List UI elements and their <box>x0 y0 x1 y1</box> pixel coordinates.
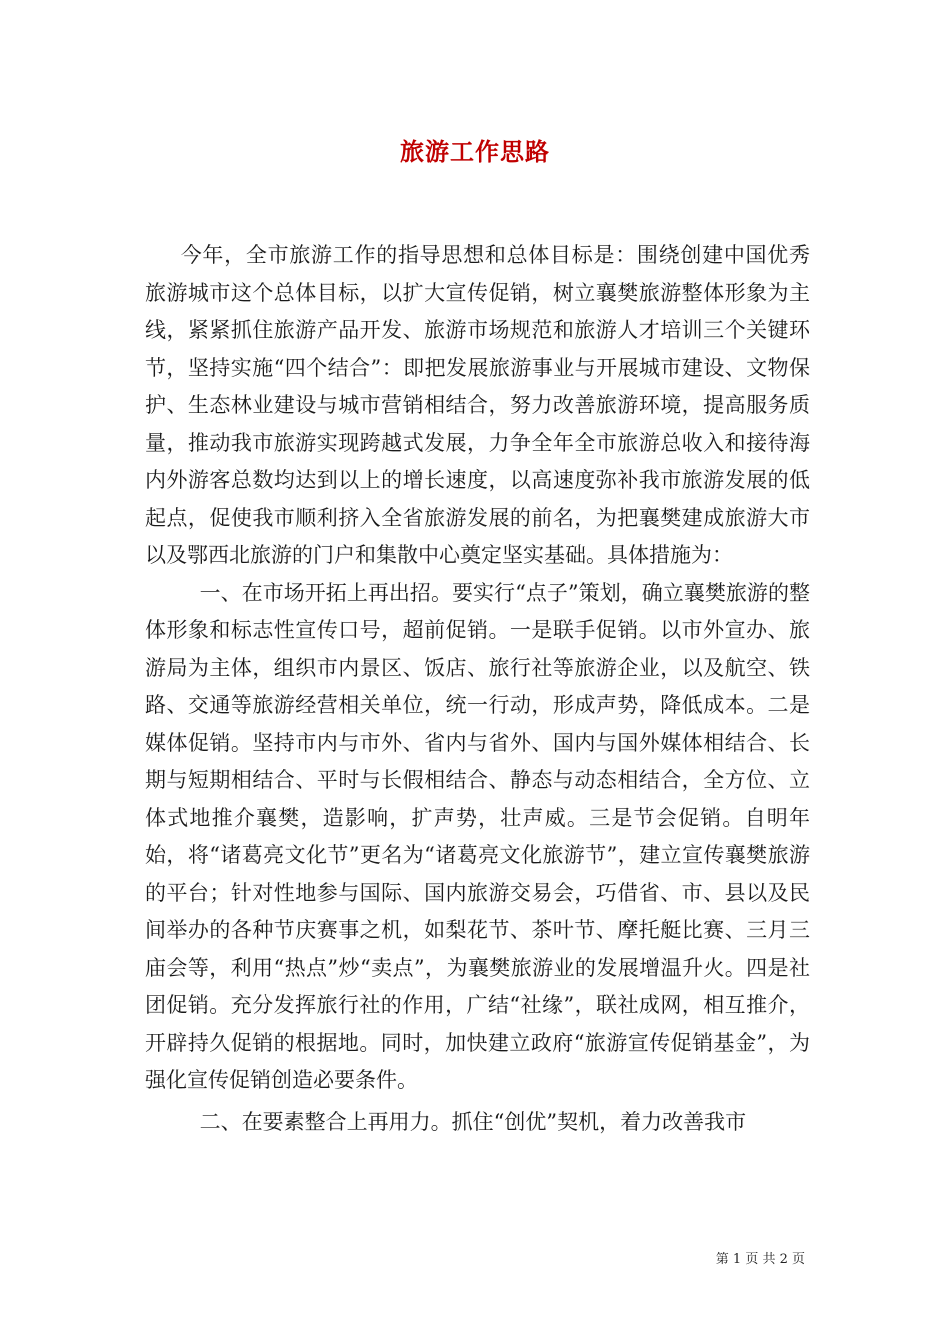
paragraph-intro: 今年，全市旅游工作的指导思想和总体目标是：围绕创建中国优秀旅游城市这个总体目标，以扩大宣传促销，树立襄樊旅游整体形象为主线，紧紧抓住旅游产品开发、旅游市场规范和旅游人才培训三个关键环节，坚持实施“四个结合”：即把发展旅游事业与开展城市建设、文物保护、生态林业建设与城市营销相结合，努力改善旅游环境，提高服务质量，推动我市旅游实现跨越式发展，力争全年全市旅游总收入和接待海内外游客总数均达到以上的增长速度，以高速度弥补我市旅游发展的低起点，促使我市顺利挤入全省旅游发展的前名，为把襄樊建成旅游大市以及鄂西北旅游的门户和集散中心奠定坚实基础。具体措施为： <box>145 243 810 567</box>
paragraph-market-expansion: 一、在市场开拓上再出招。要实行“点子”策划，确立襄樊旅游的整体形象和标志性宣传口号，超前促销。一是联手促销。以市外宣办、旅游局为主体，组织市内景区、饭店、旅行社等旅游企业，以及航空、铁路、交通等旅游经营相关单位，统一行动，形成声势，降低成本。二是媒体促销。坚持市内与市外、省内与省外、国内与国外媒体相结合、长期与短期相结合、平时与长假相结合、静态与动态相结合，全方位、立体式地推介襄樊，造影响，扩声势，壮声威。三是节会促销。自明年始，将“诸葛亮文化节”更名为“诸葛亮文化旅游节”，建立宣传襄樊旅游的平台；针对性地参与国际、国内旅游交易会，巧借省、市、县以及民间举办的各种节庆赛事之机，如梨花节、茶叶节、摩托艇比赛、三月三庙会等，利用“热点”炒“卖点”，为襄樊旅游业的发展增温升火。四是社团促销。充分发挥旅行社的作用，广结“社缘”，联社成网，相互推介，开辟持久促销的根据地。同时，加快建立政府“旅游宣传促销基金”，为强化宣传促销创造必要条件。 <box>145 580 810 1092</box>
document-body <box>145 237 810 1141</box>
page-number-footer: 第 1 页 共 2 页 <box>715 1252 805 1267</box>
paragraph-factor-integration: 二、在要素整合上再用力。抓住“创优”契机，着力改善我市 <box>199 1109 747 1134</box>
document-title: 旅游工作思路 <box>400 137 550 166</box>
